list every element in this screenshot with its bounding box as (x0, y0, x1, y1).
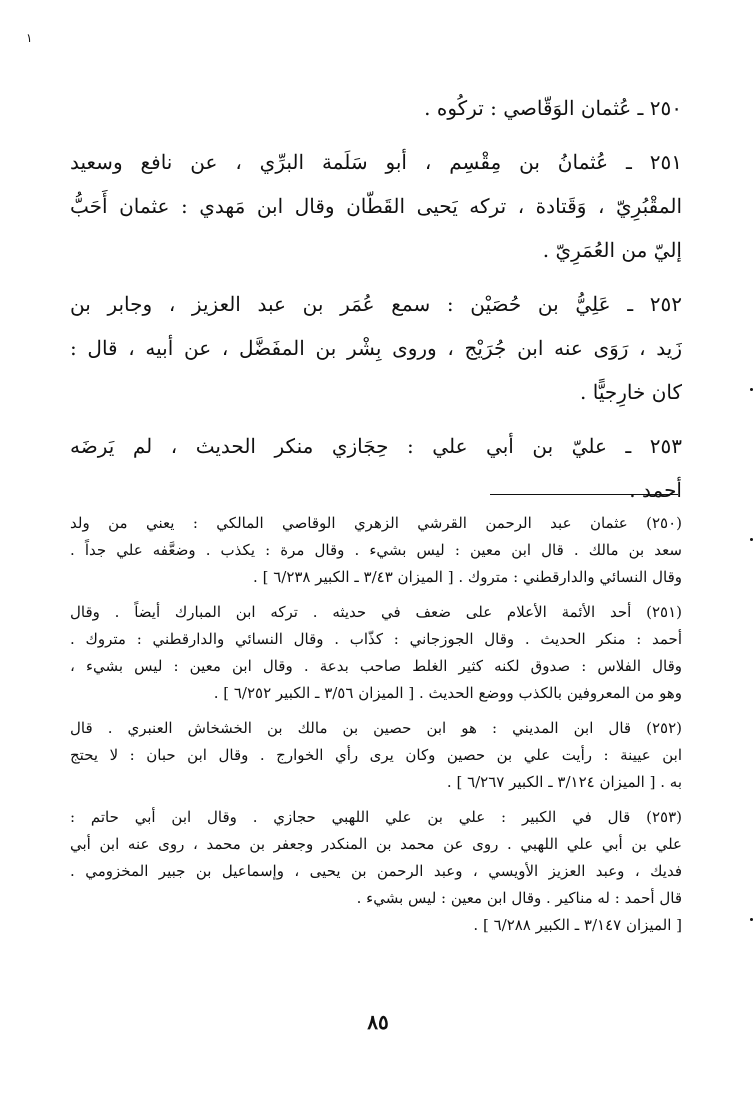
entry-line: أحمد . (629, 478, 682, 502)
footnote-line: (٢٥٠) عثمان عبد الرحمن القرشي الزهري الوقاصي المالكي : يعني من ولد (70, 514, 682, 532)
footnote-line: به . [ الميزان ٣/١٢٤ ـ الكبير ٦/٢٦٧ ] . (446, 773, 682, 791)
entry-line: ٢٥١ ـ عُثمانُ بن مِقْسِم ، أبو سَلَمة البرِّي ، عن نافع وسعيد (70, 150, 682, 174)
footnote-line: قال أحمد : له مناكير . وقال ابن معين : ليس بشيء . (356, 889, 682, 907)
entry-250 (70, 86, 682, 130)
entry-line: ٢٥٢ ـ عَلِيُّ بن حُصَيْن : سمع عُمَر بن عبد العزيز ، وجابر بن (70, 292, 682, 316)
margin-speck (750, 538, 753, 541)
footnote-line: وهو من المعروفين بالكذب ووضع الحديث . [ الميزان ٣/٥٦ ـ الكبير ٦/٢٥٢ ] . (213, 684, 682, 702)
footnote-250 (70, 510, 682, 591)
footnote-252 (70, 715, 682, 796)
entry-line: كان خارِجيًّا . (580, 380, 682, 404)
footnotes (70, 510, 682, 947)
footnote-line: أحمد : منكر الحديث . وقال الجوزجاني : كذّاب . وقال النسائي والدارقطني : متروك . (70, 630, 682, 648)
page-number: ٨٥ (367, 1010, 389, 1034)
footnote-line: فديك ، وعبد العزيز الأويسي ، وعبد الرحمن بن يحيى ، وإسماعيل بن جبير المخزومي . (70, 862, 682, 880)
footnote-line: (٢٥١) أحد الأئمة الأعلام على ضعف في حديثه . تركه ابن المبارك أيضاً . وقال (70, 603, 682, 621)
margin-speck (750, 918, 753, 921)
main-text (70, 86, 682, 522)
entry-253 (70, 424, 682, 512)
footnote-line: علي بن أبي علي اللهبي . روى عن محمد بن المنكدر وجعفر بن محمد ، روى عنه ابن أبي (70, 835, 682, 853)
footnote-253 (70, 804, 682, 939)
entry-line: المقْبُرِيّ ، وَقَتادة ، تركه يَحيى القَطّان وقال ابن مَهدي : عثمان أَحَبُّ (70, 194, 682, 218)
footnote-line: (٢٥٣) قال في الكبير : علي بن علي اللهبي حجازي . وقال ابن أبي حاتم : (70, 808, 682, 826)
entry-line: إليّ من العُمَرِيّ . (542, 238, 682, 262)
footnote-line: [ الميزان ٣/١٤٧ ـ الكبير ٦/٢٨٨ ] . (473, 916, 682, 934)
footnote-separator (490, 494, 678, 495)
entry-line: زَيد ، رَوَى عنه ابن جُرَيْج ، وروى بِشْر بن المفَضَّل ، عن أبيه ، قال : (70, 336, 682, 360)
entry-line: ٢٥٠ ـ عُثمان الوَقّاصي : تركُوه . (424, 96, 682, 120)
footnote-251 (70, 599, 682, 707)
entry-251 (70, 140, 682, 272)
footnote-line: وقال النسائي والدارقطني : متروك . [ الميزان ٣/٤٣ ـ الكبير ٦/٢٣٨ ] . (253, 568, 682, 586)
entry-252 (70, 282, 682, 414)
margin-speck (750, 388, 753, 391)
footnote-line: ابن عيينة : رأيت علي بن حصين وكان يرى رأي الخوارج . وقال ابن حبان : لا يحتج (70, 746, 682, 764)
footnote-line: سعد بن مالك . قال ابن معين : ليس بشيء . وقال مرة : يكذب . وضعَّفه علي جداً . (70, 541, 682, 559)
footnote-line: (٢٥٢) قال ابن المديني : هو ابن حصين بن مالك بن الخشخاش العنبري . قال (70, 719, 682, 737)
footnote-line: وقال الفلاس : صدوق لكنه كثير الغلط صاحب بدعة . وقال ابن معين : ليس بشيء ، (70, 657, 682, 675)
corner-mark: ١ (26, 31, 33, 45)
entry-line: ٢٥٣ ـ عليّ بن أبي علي : حِجَازي منكر الحديث ، لم يَرضَه (70, 434, 682, 458)
